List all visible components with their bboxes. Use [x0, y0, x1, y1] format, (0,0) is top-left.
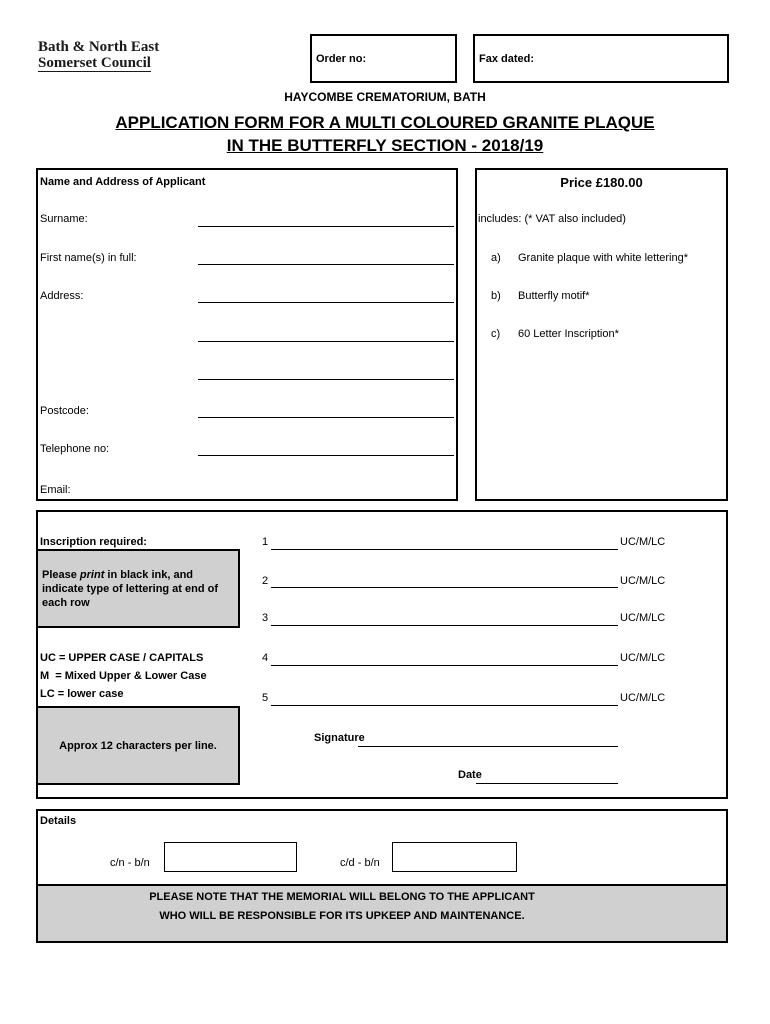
date-label: Date — [458, 769, 482, 781]
cd-bn-input[interactable] — [392, 842, 517, 872]
cn-bn-label: c/n - b/n — [110, 857, 150, 869]
postcode-input[interactable] — [198, 417, 454, 418]
row-3-case: UC/M/LC — [620, 612, 666, 624]
email-input[interactable] — [80, 481, 454, 499]
row-4-case: UC/M/LC — [620, 652, 666, 664]
ownership-note — [36, 884, 728, 943]
print-instr-pre: Please — [42, 569, 80, 581]
cd-bn-label: c/d - b/n — [340, 857, 380, 869]
row-1-case: UC/M/LC — [620, 536, 666, 548]
council-logo — [38, 39, 159, 72]
order-no-field[interactable] — [310, 34, 457, 83]
item-b-text: Butterfly motif* — [518, 290, 590, 302]
approx-chars-text: Approx 12 characters per line. — [59, 740, 217, 752]
inscription-line-1[interactable] — [271, 549, 618, 550]
form-title-line-2: IN THE BUTTERFLY SECTION - 2018/19 — [226, 136, 544, 155]
item-c-letter: c) — [491, 328, 501, 340]
row-5-number: 5 — [262, 692, 269, 704]
signature-input[interactable] — [358, 746, 618, 747]
fax-dated-label: Fax dated: — [479, 53, 535, 65]
row-5-case: UC/M/LC — [620, 692, 666, 704]
form-title-line-1: APPLICATION FORM FOR A MULTI COLOURED GRANITE PLAQUE — [115, 113, 655, 132]
applicant-heading: Name and Address of Applicant — [40, 176, 206, 188]
print-instructions — [36, 549, 240, 628]
first-names-input[interactable] — [198, 264, 454, 265]
inscription-line-3[interactable] — [271, 625, 618, 626]
price-includes: includes: (* VAT also included) — [478, 213, 626, 225]
inscription-line-4[interactable] — [271, 665, 618, 666]
signature-label: Signature — [314, 732, 365, 744]
order-no-label: Order no: — [316, 53, 367, 65]
row-1-number: 1 — [262, 536, 269, 548]
details-heading: Details — [40, 815, 77, 827]
telephone-input[interactable] — [198, 455, 454, 456]
row-2-number: 2 — [262, 575, 269, 587]
item-a-letter: a) — [491, 252, 501, 264]
address-label: Address: — [40, 290, 84, 302]
price-title: Price £180.00 — [560, 175, 643, 190]
logo-line-2: Somerset Council — [38, 55, 151, 71]
row-3-number: 3 — [262, 612, 269, 624]
logo-line-1: Bath & North East — [38, 39, 160, 55]
note-line-2: WHO WILL BE RESPONSIBLE FOR ITS UPKEEP AND MAINTENANCE. — [159, 910, 525, 922]
item-b-letter: b) — [491, 290, 501, 302]
legend-lc: LC = lower case — [40, 688, 124, 700]
approx-chars-note — [36, 706, 240, 785]
item-a-text: Granite plaque with white lettering* — [518, 252, 688, 264]
legend-uc: UC = UPPER CASE / CAPITALS — [40, 652, 204, 664]
legend-m: M = Mixed Upper & Lower Case — [40, 670, 207, 682]
inscription-line-5[interactable] — [271, 705, 618, 706]
item-c-text: 60 Letter Inscription* — [518, 328, 619, 340]
print-instr-post: in black ink, and indicate type of lettering at end of each row — [42, 569, 219, 609]
fax-dated-field[interactable] — [473, 34, 729, 83]
surname-input[interactable] — [198, 226, 454, 227]
cn-bn-input[interactable] — [164, 842, 297, 872]
surname-label: Surname: — [40, 213, 88, 225]
email-label: Email: — [40, 484, 71, 496]
address-input-line-1[interactable] — [198, 302, 454, 303]
date-input[interactable] — [476, 783, 618, 784]
print-instr-em: print — [79, 569, 105, 581]
row-4-number: 4 — [262, 652, 269, 664]
address-input-line-3[interactable] — [198, 379, 454, 380]
crematorium-subtitle: HAYCOMBE CREMATORIUM, BATH — [284, 90, 486, 104]
note-line-1: PLEASE NOTE THAT THE MEMORIAL WILL BELONG TO THE APPLICANT — [149, 891, 535, 903]
inscription-heading: Inscription required: — [40, 536, 147, 548]
inscription-line-2[interactable] — [271, 587, 618, 588]
row-2-case: UC/M/LC — [620, 575, 666, 587]
address-input-line-2[interactable] — [198, 341, 454, 342]
first-names-label: First name(s) in full: — [40, 252, 137, 264]
postcode-label: Postcode: — [40, 405, 89, 417]
telephone-label: Telephone no: — [40, 443, 110, 455]
